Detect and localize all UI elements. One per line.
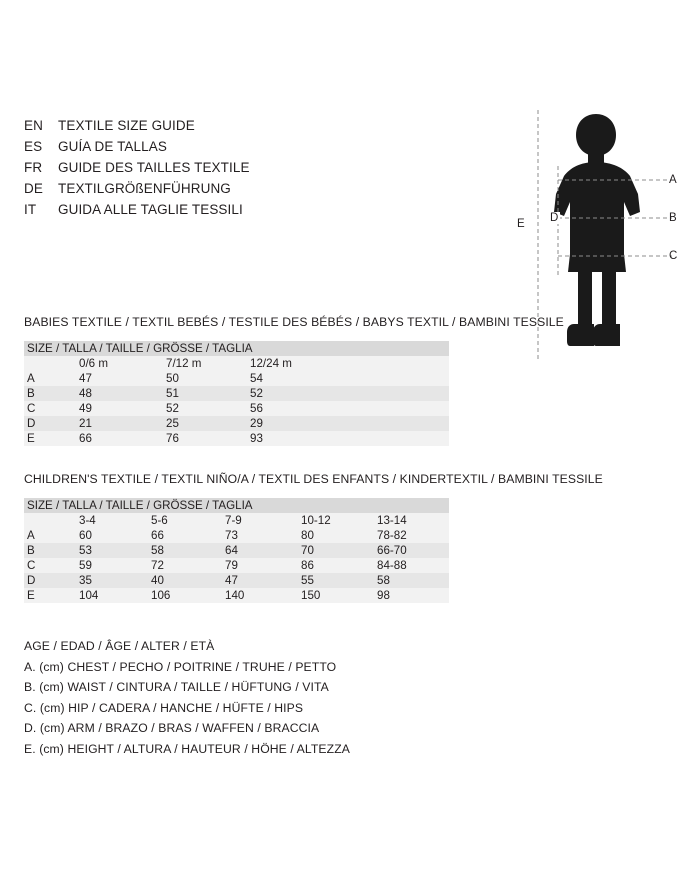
children-header-label: SIZE / TALLA / TAILLE / GRÖSSE / TAGLIA <box>24 498 449 513</box>
measurement-figure <box>500 108 680 370</box>
babies-col-0 <box>24 356 76 371</box>
children-row-a-v0: 60 <box>76 528 148 543</box>
table-header-row <box>24 341 449 356</box>
legend-item-chest: A. (cm) CHEST / PECHO / POITRINE / TRUHE / PETTO <box>24 659 337 674</box>
babies-row-b-label: B <box>24 386 76 401</box>
language-title-list <box>24 118 364 223</box>
language-text-fr: GUIDE DES TAILLES TEXTILE <box>58 160 250 175</box>
children-row-c-v4: 84-88 <box>374 558 449 573</box>
children-row-c-v2: 79 <box>222 558 298 573</box>
table-column-row <box>24 513 449 528</box>
children-row-b-v0: 53 <box>76 543 148 558</box>
language-code-de: DE <box>24 181 43 196</box>
children-row-e-v2: 140 <box>222 588 298 603</box>
children-col-0 <box>24 513 76 528</box>
babies-section-title: BABIES TEXTILE / TEXTIL BEBÉS / TESTILE DES BÉBÉS / BABYS TEXTIL / BAMBINI TESSILE <box>24 315 564 329</box>
children-row-e-v0: 104 <box>76 588 148 603</box>
children-row-d-label: D <box>24 573 76 588</box>
babies-row-c-v2: 56 <box>247 401 449 416</box>
babies-col-3: 12/24 m <box>247 356 449 371</box>
babies-row-a-v1: 50 <box>163 371 247 386</box>
language-code-en: EN <box>24 118 43 133</box>
children-section-title: CHILDREN'S TEXTILE / TEXTIL NIÑO/A / TEXTIL DES ENFANTS / KINDERTEXTIL / BAMBINI TESSILE <box>24 472 603 486</box>
figure-label-e: E <box>517 218 525 230</box>
children-row-d-v1: 40 <box>148 573 222 588</box>
children-col-3: 7-9 <box>222 513 298 528</box>
children-row-a-label: A <box>24 528 76 543</box>
language-code-es: ES <box>24 139 43 154</box>
language-text-de: TEXTILGRÖßENFÜHRUNG <box>58 181 231 196</box>
language-row-fr <box>24 160 364 181</box>
legend-item-arm: D. (cm) ARM / BRAZO / BRAS / WAFFEN / BRACCIA <box>24 721 320 735</box>
language-text-it: GUIDA ALLE TAGLIE TESSILI <box>58 202 243 217</box>
children-row-e-v4: 98 <box>374 588 449 603</box>
measurement-legend <box>24 636 350 759</box>
babies-col-1: 0/6 m <box>76 356 163 371</box>
children-row-a-v4: 78-82 <box>374 528 449 543</box>
children-row-e-v3: 150 <box>298 588 374 603</box>
babies-row-b-v0: 48 <box>76 386 163 401</box>
language-code-fr: FR <box>24 160 43 175</box>
table-column-row <box>24 356 449 371</box>
language-text-en: TEXTILE SIZE GUIDE <box>58 118 195 133</box>
legend-item-age: AGE / EDAD / ÂGE / ALTER / ETÀ <box>24 639 215 653</box>
children-row-c-v3: 86 <box>298 558 374 573</box>
language-row-it <box>24 202 364 223</box>
babies-row-d-v2: 29 <box>247 416 449 431</box>
children-row-b-label: B <box>24 543 76 558</box>
babies-row-a-label: A <box>24 371 76 386</box>
table-row <box>24 558 449 573</box>
table-row <box>24 588 449 603</box>
table-row <box>24 573 449 588</box>
language-row-en <box>24 118 364 139</box>
children-row-d-v0: 35 <box>76 573 148 588</box>
figure-label-c: C <box>669 250 678 262</box>
table-row <box>24 528 449 543</box>
legend-item-waist: B. (cm) WAIST / CINTURA / TAILLE / HÜFTUNG / VITA <box>24 680 329 694</box>
children-row-c-label: C <box>24 558 76 573</box>
language-code-it: IT <box>24 202 37 217</box>
children-size-table <box>24 498 449 603</box>
children-row-e-label: E <box>24 588 76 603</box>
babies-row-e-v1: 76 <box>163 431 247 446</box>
table-row <box>24 416 449 431</box>
children-row-b-v4: 66-70 <box>374 543 449 558</box>
legend-item-height: E. (cm) HEIGHT / ALTURA / HAUTEUR / HÖHE / ALTEZZA <box>24 741 350 756</box>
babies-row-d-label: D <box>24 416 76 431</box>
figure-label-d: D <box>550 212 559 224</box>
babies-row-e-v0: 66 <box>76 431 163 446</box>
babies-row-c-v0: 49 <box>76 401 163 416</box>
children-row-b-v1: 58 <box>148 543 222 558</box>
table-row <box>24 386 449 401</box>
children-row-b-v3: 70 <box>298 543 374 558</box>
language-row-es <box>24 139 364 160</box>
children-row-d-v2: 47 <box>222 573 298 588</box>
babies-row-c-v1: 52 <box>163 401 247 416</box>
children-row-b-v2: 64 <box>222 543 298 558</box>
babies-col-2: 7/12 m <box>163 356 247 371</box>
children-row-e-v1: 106 <box>148 588 222 603</box>
language-row-de <box>24 181 364 202</box>
children-row-d-v4: 58 <box>374 573 449 588</box>
table-row <box>24 431 449 446</box>
babies-row-a-v2: 54 <box>247 371 449 386</box>
children-col-1: 3-4 <box>76 513 148 528</box>
children-col-5: 13-14 <box>374 513 449 528</box>
figure-label-b: B <box>669 212 677 224</box>
language-text-es: GUÍA DE TALLAS <box>58 139 167 154</box>
table-row <box>24 543 449 558</box>
children-row-c-v0: 59 <box>76 558 148 573</box>
children-row-a-v3: 80 <box>298 528 374 543</box>
babies-header-label: SIZE / TALLA / TAILLE / GRÖSSE / TAGLIA <box>24 341 449 356</box>
babies-row-c-label: C <box>24 401 76 416</box>
children-row-d-v3: 55 <box>298 573 374 588</box>
children-col-4: 10-12 <box>298 513 374 528</box>
table-row <box>24 371 449 386</box>
babies-row-e-label: E <box>24 431 76 446</box>
babies-row-b-v2: 52 <box>247 386 449 401</box>
legend-item-hip: C. (cm) HIP / CADERA / HANCHE / HÜFTE / HIPS <box>24 700 304 715</box>
babies-row-d-v0: 21 <box>76 416 163 431</box>
children-col-2: 5-6 <box>148 513 222 528</box>
babies-row-d-v1: 25 <box>163 416 247 431</box>
children-row-c-v1: 72 <box>148 558 222 573</box>
children-row-a-v2: 73 <box>222 528 298 543</box>
babies-row-a-v0: 47 <box>76 371 163 386</box>
figure-svg <box>500 108 680 370</box>
babies-size-table <box>24 341 449 446</box>
child-silhouette-icon <box>554 114 640 346</box>
figure-label-a: A <box>669 174 677 186</box>
children-row-a-v1: 66 <box>148 528 222 543</box>
table-header-row <box>24 498 449 513</box>
babies-row-b-v1: 51 <box>163 386 247 401</box>
babies-row-e-v2: 93 <box>247 431 449 446</box>
table-row <box>24 401 449 416</box>
